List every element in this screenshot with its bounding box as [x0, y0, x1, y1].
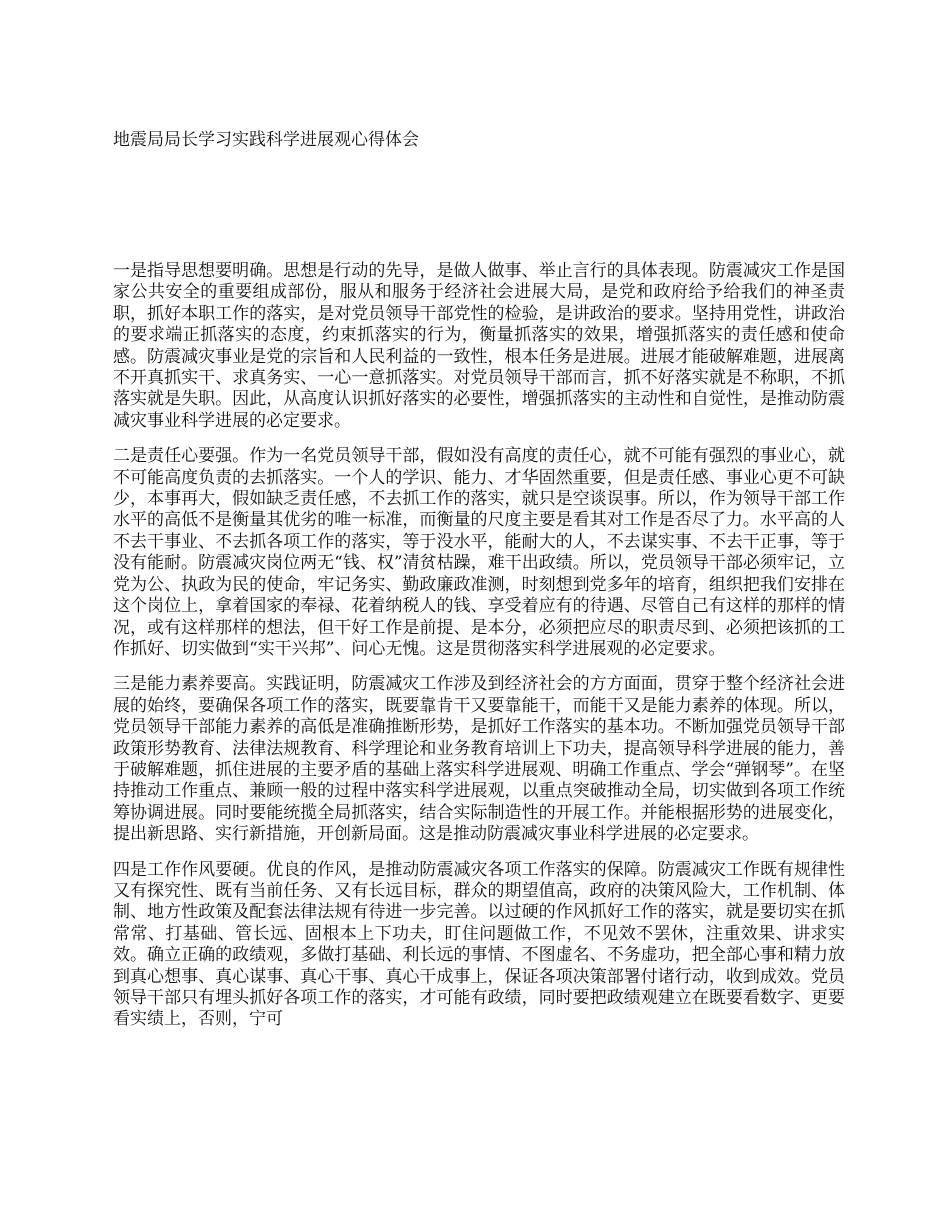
paragraph-ability-quality: 三是能力素养要高。实践证明，防震减灾工作涉及到经济社会的方方面面，贯穿于整个经济社会进展的始终，要确保各项工作的落实，既要靠肯干又要靠能干，而能干又是能力素养的体现。所以，党员领导干部能力素养的高低是准确推断形势，是抓好工作落实的基本功。不断加强党员领导干部政策形势教育、法律法规教育、科学理论和业务教育培训上下功夫，提高领导科学进展的能力，善于破解难题，抓住进展的主要矛盾的基础上落实科学进展观、明确工作重点、学会“弹钢琴”。在坚持推动工作重点、兼顾一般的过程中落实科学进展观，以重点突破推动全局，切实做到各项工作统筹协调进展。同时要能统揽全局抓落实，结合实际制造性的开展工作。并能根据形势的进展变化，提出新思路、实行新措施，开创新局面。这是推动防震减灾事业科学进展的必定要求。	[113, 674, 845, 845]
paragraph-responsibility: 二是责任心要强。作为一名党员领导干部，假如没有高度的责任心，就不可能有强烈的事业心，就不可能高度负责的去抓落实。一个人的学识、能力、才华固然重要，但是责任感、事业心更不可缺少，本事再大，假如缺乏责任感，不去抓工作的落实，就只是空谈误事。所以，作为领导干部工作水平的高低不是衡量其优劣的唯一标准，而衡量的尺度主要是看其对工作是否尽了力。水平高的人不去干事业、不去抓各项工作的落实，等于没水平，能耐大的人，不去谋实事、不去干正事，等于没有能耐。防震减灾岗位两无“钱、权”清贫枯躁，难干出政绩。所以，党员领导干部必须牢记，立党为公、执政为民的使命，牢记务实、勤政廉政准测，时刻想到党多年的培育，组织把我们安排在这个岗位上，拿着国家的奉禄、花着纳税人的钱、享受着应有的待遇、尽管自己有这样的那样的情况，或有这样那样的想法，但干好工作是前提、是本分，必须把应尽的职责尽到、必须把该抓的工作抓好、切实做到“实干兴邦”、问心无愧。这是贯彻落实科学进展观的必定要求。	[113, 446, 845, 659]
document-body	[113, 261, 845, 1045]
document-title: 地震局局长学习实践科学进展观心得体会	[113, 130, 419, 150]
paragraph-work-style: 四是工作作风要硬。优良的作风，是推动防震减灾各项工作落实的保障。防震减灾工作既有规律性又有探究性、既有当前任务、又有长远目标，群众的期望值高，政府的决策风险大，工作机制、体制、地方性政策及配套法律法规有待进一步完善。以过硬的作风抓好工作的落实，就是要切实在抓常常、打基础、管长远、固根本上下功夫，盯住问题做工作，不见效不罢休，注重效果、讲求实效。确立正确的政绩观，多做打基础、利长远的事情、不图虚名、不务虚功，把全部心事和精力放到真心想事、真心谋事、真心干事、真心干成事上，保证各项决策部署付诸行动，收到成效。党员领导干部只有埋头抓好各项工作的落实，才可能有政绩，同时要把政绩观建立在既要看数字、更要看实绩上，否则，宁可	[113, 859, 845, 1030]
paragraph-guiding-ideology: 一是指导思想要明确。思想是行动的先导，是做人做事、举止言行的具体表现。防震减灾工作是国家公共安全的重要组成部份，服从和服务于经济社会进展大局，是党和政府给予给我们的神圣责职，抓好本职工作的落实，是对党员领导干部党性的检验，是讲政治的要求。坚持用党性，讲政治的要求端正抓落实的态度，约束抓落实的行为，衡量抓落实的效果，增强抓落实的责任感和使命感。防震减灾事业是党的宗旨和人民利益的一致性，根本任务是进展。进展才能破解难题，进展离不开真抓实干、求真务实、一心一意抓落实。对党员领导干部而言，抓不好落实就是不称职，不抓落实就是失职。因此，从高度认识抓好落实的必要性，增强抓落实的主动性和自觉性，是推动防震减灾事业科学进展的必定要求。	[113, 261, 845, 431]
